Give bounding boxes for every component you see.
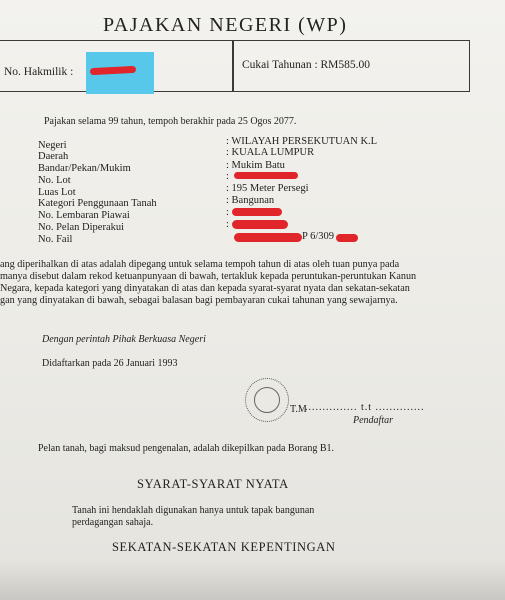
redaction-mark [234,233,302,242]
paragraph-line: gan yang dinyatakan di bawah, sebagai balasan bagi pembayaran cukai tahunan yang sewajarnya. [0,295,398,306]
cukai-tahunan: Cukai Tahunan : RM585.00 [242,59,371,71]
paragraph-line: manya disebut dalam rekod ketuanpunyaan di bawah, tertakluk kepada peruntukan-peruntukan Kanun [0,271,417,282]
field-label: Bandar/Pekan/Mukim [38,163,131,174]
field-label: No. Pelan Diperakui [38,222,125,233]
header-box-divider [232,41,234,91]
paragraph-line: Negara, kepada kategori yang dinyatakan di atas dan kepada syarat-syarat nyata dan sekatan-sekatan [0,283,410,294]
field-value: : WILAYAH PERSEKUTUAN K.L [226,136,378,147]
pendaftar-label: Pendaftar [353,415,393,426]
signature-dots: ............... t.t .............. [305,402,425,413]
field-label: No. Lot [38,175,71,186]
redaction-mark [336,234,358,242]
document-title: PAJAKAN NEGERI (WP) [103,14,348,36]
order-line: Dengan perintah Pihak Berkuasa Negeri [42,334,206,345]
syarat-line: Tanah ini hendaklah digunakan hanya untuk tapak bangunan [72,505,315,516]
field-value: : KUALA LUMPUR [226,147,315,158]
field-label: Luas Lot [38,187,76,198]
registry-stamp [245,378,289,422]
field-value: : Mukim Batu [226,160,285,171]
registered-line: Didaftarkan pada 26 Januari 1993 [42,358,178,369]
redaction-mark [232,220,288,229]
field-value: : [226,207,229,218]
tm-initials: T.M [290,404,307,415]
registry-stamp-center [254,387,280,413]
sekatan-heading: SEKATAN-SEKATAN KEPENTINGAN [112,540,336,554]
field-value: : 195 Meter Persegi [226,183,309,194]
field-value: P 6/309 [302,231,334,242]
field-value: : [226,171,229,182]
redaction-mark [232,208,282,216]
paragraph-line: ang diperihalkan di atas adalah dipegang untuk selama tempoh tahun di atas oleh tuan punya pada [0,259,400,270]
lease-line: Pajakan selama 99 tahun, tempoh berakhir pada 25 Ogos 2077. [44,116,297,127]
field-label: No. Fail [38,234,73,245]
redaction-mark [234,172,298,179]
plan-note: Pelan tanah, bagi maksud pengenalan, adalah dikepilkan pada Borang B1. [38,443,335,454]
field-label: No. Lembaran Piawai [38,210,130,221]
syarat-heading: SYARAT-SYARAT NYATA [137,477,289,491]
field-value: : [226,219,229,230]
syarat-line: perdagangan sahaja. [72,517,154,528]
field-label: Kategori Penggunaan Tanah [38,198,157,209]
hakmilik-label: No. Hakmilik : [4,66,74,78]
field-value: : Bangunan [226,195,275,206]
field-label: Negeri [38,140,67,151]
scan-shadow [0,560,505,600]
field-label: Daerah [38,151,69,162]
